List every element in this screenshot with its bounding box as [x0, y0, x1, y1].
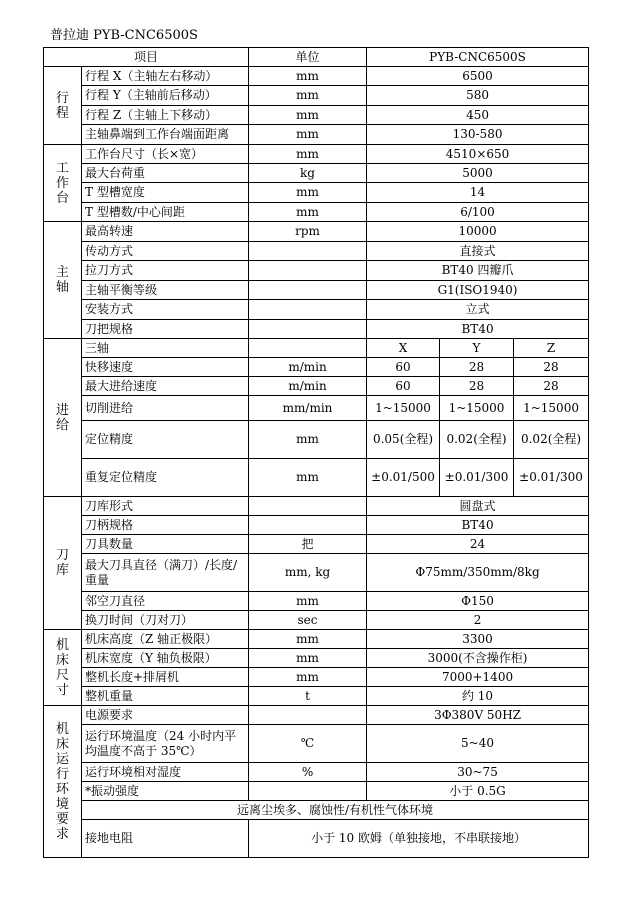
- row-value: 5000: [367, 164, 589, 183]
- row-value: BT40: [367, 516, 589, 535]
- row-value: 5~40: [367, 725, 589, 763]
- row-unit: mm: [249, 592, 367, 611]
- table-row: [44, 820, 589, 858]
- row-name: 运行环境温度（24 小时内平均温度不高于 35℃）: [82, 725, 249, 763]
- row-unit: 把: [249, 535, 367, 554]
- row-unit: [249, 339, 367, 358]
- table-row: [44, 242, 589, 261]
- row-unit: mm: [249, 145, 367, 164]
- row-value: Φ75mm/350mm/8kg: [367, 554, 589, 592]
- table-row: [44, 125, 589, 145]
- header-item: 项目: [44, 48, 249, 67]
- row-unit: sec: [249, 611, 367, 630]
- row-name: 刀库形式: [82, 497, 249, 516]
- table-row: [44, 516, 589, 535]
- row-name: 最大刀具直径（满刀）/长度/重量: [82, 554, 249, 592]
- row-value: 24: [367, 535, 589, 554]
- row-unit: m/min: [249, 358, 367, 377]
- row-unit: %: [249, 763, 367, 782]
- value-y: ±0.01/300: [440, 459, 514, 497]
- row-value: 立式: [367, 300, 589, 320]
- table-row: [44, 668, 589, 687]
- table-row: [44, 725, 589, 763]
- table-row: [44, 421, 589, 459]
- table-row: [44, 145, 589, 164]
- row-value: 小于 0.5G: [367, 782, 589, 801]
- row-name: 接地电阻: [82, 820, 249, 858]
- row-value: 直接式: [367, 242, 589, 261]
- group-environment: 机 床 运 行 环 境 要 求: [44, 706, 82, 858]
- row-name: 刀把规格: [82, 320, 249, 339]
- table-row: [44, 687, 589, 706]
- row-value: 7000+1400: [367, 668, 589, 687]
- row-value: 580: [367, 86, 589, 106]
- table-row: [44, 801, 589, 820]
- row-unit: mm: [249, 183, 367, 203]
- row-value: 3300: [367, 630, 589, 649]
- row-name: 拉刀方式: [82, 261, 249, 281]
- row-name: 整机重量: [82, 687, 249, 706]
- row-value: 3Φ380V 50HZ: [367, 706, 589, 725]
- table-row: [44, 611, 589, 630]
- table-row: [44, 106, 589, 125]
- row-unit: [249, 706, 367, 725]
- row-value: 450: [367, 106, 589, 125]
- row-unit: mm: [249, 67, 367, 86]
- row-unit: [249, 782, 367, 801]
- value-y: 28: [440, 358, 514, 377]
- row-name: 邻空刀直径: [82, 592, 249, 611]
- row-name: T 型槽数/中心间距: [82, 203, 249, 222]
- value-z: ±0.01/300: [514, 459, 589, 497]
- table-row: [44, 203, 589, 222]
- value-x: 60: [367, 358, 440, 377]
- row-unit: m/min: [249, 377, 367, 396]
- header-model: PYB-CNC6500S: [367, 48, 589, 67]
- row-unit: mm: [249, 649, 367, 668]
- table-row: [44, 281, 589, 300]
- table-row: [44, 261, 589, 281]
- row-unit: [249, 261, 367, 281]
- spec-table: [43, 47, 589, 858]
- row-name: 整机长度+排屑机: [82, 668, 249, 687]
- table-row: [44, 67, 589, 86]
- row-unit: mm/min: [249, 396, 367, 421]
- row-unit: [249, 281, 367, 300]
- row-name: 机床宽度（Y 轴负极限）: [82, 649, 249, 668]
- row-value: 4510×650: [367, 145, 589, 164]
- table-row: [44, 377, 589, 396]
- row-name: 定位精度: [82, 421, 249, 459]
- row-value: 10000: [367, 222, 589, 242]
- row-value: 圆盘式: [367, 497, 589, 516]
- value-z: 28: [514, 358, 589, 377]
- dust-requirement: 远离尘埃多、腐蚀性/有机性气体环境: [82, 801, 589, 820]
- value-x: 0.05(全程): [367, 421, 440, 459]
- row-unit: [249, 242, 367, 261]
- row-unit: [249, 497, 367, 516]
- row-value: 约 10: [367, 687, 589, 706]
- row-name: 传动方式: [82, 242, 249, 261]
- table-row: [44, 300, 589, 320]
- row-unit: mm: [249, 630, 367, 649]
- row-name: 行程 Z（主轴上下移动）: [82, 106, 249, 125]
- row-name: 运行环境相对湿度: [82, 763, 249, 782]
- document-title: 普拉迪 PYB-CNC6500S: [50, 28, 198, 43]
- group-travel: 行 程: [44, 67, 82, 145]
- row-value: 3000(不含操作柜): [367, 649, 589, 668]
- table-row: [44, 763, 589, 782]
- table-row: [44, 459, 589, 497]
- row-unit: ℃: [249, 725, 367, 763]
- row-value: 小于 10 欧姆（单独接地，不串联接地）: [249, 820, 589, 858]
- row-unit: kg: [249, 164, 367, 183]
- value-x: ±0.01/500: [367, 459, 440, 497]
- row-unit: mm: [249, 86, 367, 106]
- table-row: [44, 164, 589, 183]
- row-name: 最大进给速度: [82, 377, 249, 396]
- table-row: [44, 592, 589, 611]
- header-unit: 单位: [249, 48, 367, 67]
- header-row: [44, 48, 589, 67]
- row-unit: [249, 300, 367, 320]
- table-row: [44, 183, 589, 203]
- row-name: 换刀时间（刀对刀）: [82, 611, 249, 630]
- table-row: [44, 554, 589, 592]
- value-y: 28: [440, 377, 514, 396]
- group-dimensions: 机 床 尺 寸: [44, 630, 82, 706]
- row-unit: mm: [249, 106, 367, 125]
- row-unit: mm: [249, 421, 367, 459]
- table-row: [44, 535, 589, 554]
- row-value: 6/100: [367, 203, 589, 222]
- row-value: BT40 四瓣爪: [367, 261, 589, 281]
- value-x: 60: [367, 377, 440, 396]
- row-name: 刀柄规格: [82, 516, 249, 535]
- row-name: 快移速度: [82, 358, 249, 377]
- row-name: 切削进给: [82, 396, 249, 421]
- table-row: [44, 358, 589, 377]
- row-unit: t: [249, 687, 367, 706]
- row-value: Φ150: [367, 592, 589, 611]
- table-row: [44, 649, 589, 668]
- row-value: 30~75: [367, 763, 589, 782]
- group-feed: 进 给: [44, 339, 82, 497]
- table-row: [44, 706, 589, 725]
- table-row: [44, 782, 589, 801]
- row-value: G1(ISO1940): [367, 281, 589, 300]
- table-row: [44, 86, 589, 106]
- row-unit: mm: [249, 668, 367, 687]
- row-name: *振动强度: [82, 782, 249, 801]
- row-name: 三轴: [82, 339, 249, 358]
- row-name: 行程 X（主轴左右移动）: [82, 67, 249, 86]
- row-name: 行程 Y（主轴前后移动）: [82, 86, 249, 106]
- row-value: 14: [367, 183, 589, 203]
- row-name: 机床高度（Z 轴正极限）: [82, 630, 249, 649]
- value-y: 1~15000: [440, 396, 514, 421]
- row-unit: rpm: [249, 222, 367, 242]
- row-value: 130-580: [367, 125, 589, 145]
- row-name: 刀具数量: [82, 535, 249, 554]
- table-row: [44, 320, 589, 339]
- row-value: 2: [367, 611, 589, 630]
- group-spindle: 主 轴: [44, 222, 82, 339]
- value-z: 28: [514, 377, 589, 396]
- row-name: 最高转速: [82, 222, 249, 242]
- row-value: 6500: [367, 67, 589, 86]
- row-name: 电源要求: [82, 706, 249, 725]
- table-row: [44, 222, 589, 242]
- row-name: 主轴鼻端到工作台端面距离: [82, 125, 249, 145]
- value-x: 1~15000: [367, 396, 440, 421]
- axis-y-header: Y: [440, 339, 514, 358]
- axis-z-header: Z: [514, 339, 589, 358]
- group-worktable: 工 作 台: [44, 145, 82, 222]
- table-row: [44, 396, 589, 421]
- row-value: BT40: [367, 320, 589, 339]
- row-name: 重复定位精度: [82, 459, 249, 497]
- row-name: 最大台荷重: [82, 164, 249, 183]
- value-z: 0.02(全程): [514, 421, 589, 459]
- row-name: 工作台尺寸（长×宽）: [82, 145, 249, 164]
- table-row: [44, 630, 589, 649]
- row-name: T 型槽宽度: [82, 183, 249, 203]
- row-unit: mm: [249, 459, 367, 497]
- value-y: 0.02(全程): [440, 421, 514, 459]
- row-unit: [249, 516, 367, 535]
- group-tool-magazine: 刀 库: [44, 497, 82, 630]
- value-z: 1~15000: [514, 396, 589, 421]
- row-name: 主轴平衡等级: [82, 281, 249, 300]
- axis-x-header: X: [367, 339, 440, 358]
- row-unit: mm: [249, 203, 367, 222]
- row-name: 安装方式: [82, 300, 249, 320]
- row-unit: mm, kg: [249, 554, 367, 592]
- row-unit: [249, 320, 367, 339]
- table-row: [44, 497, 589, 516]
- row-unit: mm: [249, 125, 367, 145]
- table-row: [44, 339, 589, 358]
